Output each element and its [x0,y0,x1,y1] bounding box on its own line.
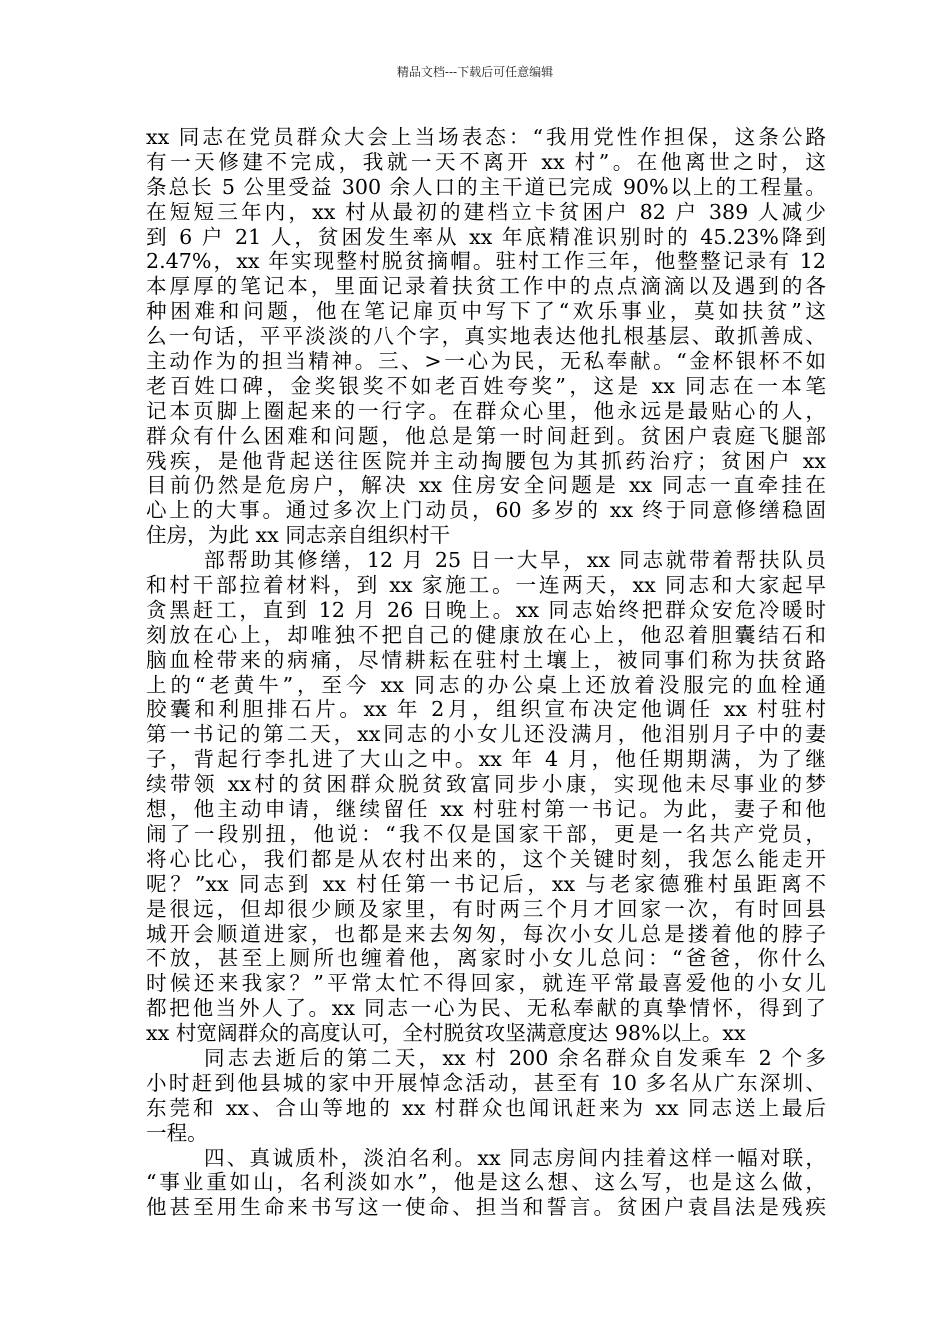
text-line: 胶囊和利胆排石片。xx 年 2月，组织宣布决定他调任 xx 村驻村 [146,697,826,722]
text-line: 么一句话，平平淡淡的八个字，真实地表达他扎根基层、敢抓善成、 [146,324,826,349]
text-line: 上的“老黄牛”，至今 xx 同志的办公桌上还放着没服完的血栓通 [146,672,826,697]
text-line: 脑血栓带来的病痛，尽情耕耘在驻村土壤上，被同事们称为扶贫路 [146,647,826,672]
text-line: 一程。 [146,1120,208,1145]
text-line: 有一天修建不完成，我就一天不离开 xx 村”。在他离世之时，这 [146,149,826,174]
text-line: 同志去逝后的第二天，xx 村 200 余名群众自发乘车 2 个多 [204,1045,826,1070]
text-line: 条总长 5 公里受益 300 余人口的主干道已完成 90%以上的工程量。 [146,174,826,199]
text-line: 小时赶到他县城的家中开展悼念活动，甚至有 10 多名从广东深圳、 [146,1070,826,1095]
text-line: 东莞和 xx、合山等地的 xx 村群众也闻讯赶来为 xx 同志送上最后 [146,1095,826,1120]
text-line: 续带领 xx村的贫困群众脱贫致富同步小康，实现他未尽事业的梦 [146,772,826,797]
page-header: 精品文档---下载后可任意编辑 [396,65,554,79]
text-line: 到 6 户 21 人，贫困发生率从 xx 年底精准识别时的 45.23%降到 [146,224,826,249]
text-line: 他甚至用生命来书写这一使命、担当和誓言。贫困户袁昌法是残疾 [146,1195,826,1220]
text-line: 是很远，但却很少顾及家里，有时两三个月才回家一次，有时回县 [146,896,826,921]
text-line: 想，他主动申请，继续留任 xx 村驻村第一书记。为此，妻子和他 [146,797,826,822]
text-line: 子，背起行李扎进了大山之中。xx 年 4 月，他任期期满，为了继 [146,747,826,772]
text-line: 贪黑赶工，直到 12 月 26 日晚上。xx 同志始终把群众安危冷暖时 [146,597,826,622]
document-body [146,125,826,1220]
text-line: 不放，甚至上厕所也缠着他，离家时小女儿总问：“爸爸，你什么 [146,946,826,971]
text-line: 城开会顺道进家，也都是来去匆匆，每次小女儿总是搂着他的脖子 [146,921,826,946]
text-line: 住房，为此 xx 同志亲自组织村干 [146,523,451,548]
text-line: 种困难和问题，他在笔记扉页中写下了“欢乐事业，莫如扶贫”这 [146,299,826,324]
text-line: 四、真诚质朴，淡泊名利。xx 同志房间内挂着这样一幅对联， [204,1145,826,1170]
text-line: 主动作为的担当精神。三、>一心为民，无私奉献。“金杯银杯不如 [146,349,826,374]
text-line: 老百姓口碑，金奖银奖不如老百姓夸奖”，这是 xx 同志在一本笔 [146,373,826,398]
text-line: 本厚厚的笔记本，里面记录着扶贫工作中的点点滴滴以及遇到的各 [146,274,826,299]
text-line: 闹了一段别扭，他说：“我不仅是国家干部，更是一名共产党员， [146,821,826,846]
text-line: 呢？”xx 同志到 xx 村任第一书记后，xx 与老家德雅村虽距离不 [146,871,826,896]
text-line: 部帮助其修缮，12 月 25 日一大早，xx 同志就带着帮扶队员 [204,548,826,573]
text-line: 群众有什么困难和问题，他总是第一时间赶到。贫困户袁庭飞腿部 [146,423,826,448]
text-line: 心上的大事。通过多次上门动员，60 多岁的 xx 终于同意修缮稳固 [146,498,826,523]
text-line: 时候还来我家？”平常太忙不得回家，就连平常最喜爱他的小女儿 [146,971,826,996]
text-line: 都把他当外人了。xx 同志一心为民、无私奉献的真挚情怀，得到了 [146,996,826,1021]
text-line: 2.47%，xx 年实现整村脱贫摘帽。驻村工作三年，他整整记录有 12 [146,249,826,274]
text-line: 残疾，是他背起送往医院并主动掏腰包为其抓药治疗；贫困户 xx [146,448,826,473]
text-line: xx 同志在党员群众大会上当场表态：“我用党性作担保，这条公路 [146,125,826,149]
text-line: 将心比心，我们都是从农村出来的，这个关键时刻，我怎么能走开 [146,846,826,871]
text-line: 第一书记的第二天，xx同志的小女儿还没满月，他泪别月子中的妻 [146,722,826,747]
text-line: xx 村宽阔群众的高度认可，全村脱贫攻坚满意度达 98%以上。xx [146,1021,746,1046]
text-line: 和村干部拉着材料，到 xx 家施工。一连两天，xx 同志和大家起早 [146,573,826,598]
text-line: 记本页脚上圈起来的一行字。在群众心里，他永远是最贴心的人， [146,398,826,423]
text-line: 刻放在心上，却唯独不把自己的健康放在心上，他忍着胆囊结石和 [146,622,826,647]
text-line: 目前仍然是危房户，解决 xx 住房安全问题是 xx 同志一直牵挂在 [146,473,826,498]
text-line: “事业重如山，名利淡如水”，他是这么想、这么写，也是这么做， [146,1170,826,1195]
text-line: 在短短三年内，xx 村从最初的建档立卡贫困户 82 户 389 人减少 [146,199,826,224]
